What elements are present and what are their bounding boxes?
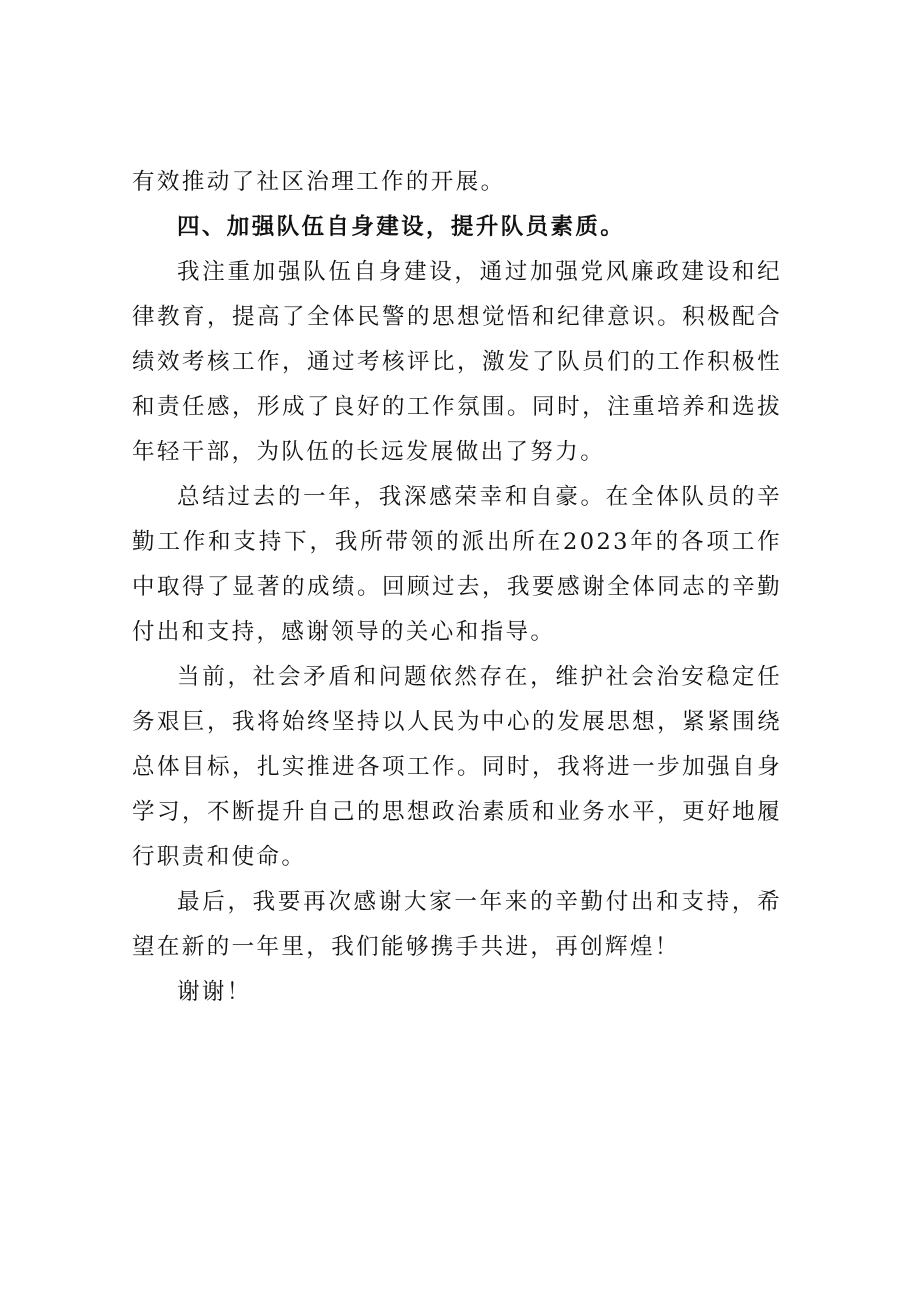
section-heading-four: 四、加强队伍自身建设，提升队员素质。 (177, 214, 626, 240)
paragraph-outlook: 当前，社会矛盾和问题依然存在，维护社会治安稳定任务艰巨，我将始终坚持以人民为中心的发展思想，紧紧围绕总体目标，扎实推进各项工作。同时，我将进一步加强自身学习，不断提升自己的思想政治素质和业务水平，更好地履行职责和使命。 (132, 664, 782, 870)
paragraph-summary: 总结过去的一年，我深感荣幸和自豪。在全体队员的辛勤工作和支持下，我所带领的派出所在2023年的各项工作中取得了显著的成绩。回顾过去，我要感谢全体同志的辛勤付出和支持，感谢领导的关心和指导。 (132, 484, 782, 645)
paragraph-continuation: 有效推动了社区治理工作的开展。 (132, 169, 506, 195)
paragraph-team-building: 我注重加强队伍自身建设，通过加强党风廉政建设和纪律教育，提高了全体民警的思想觉悟和纪律意识。积极配合绩效考核工作，通过考核评比，激发了队员们的工作积极性和责任感，形成了良好的工作氛围。同时，注重培养和选拔年轻干部，为队伍的长远发展做出了努力。 (132, 259, 782, 465)
document-body (132, 160, 782, 1015)
paragraph-closing: 最后，我要再次感谢大家一年来的辛勤付出和支持，希望在新的一年里，我们能够携手共进，再创辉煌！ (132, 889, 782, 960)
paragraph-thanks: 谢谢！ (177, 979, 252, 1005)
